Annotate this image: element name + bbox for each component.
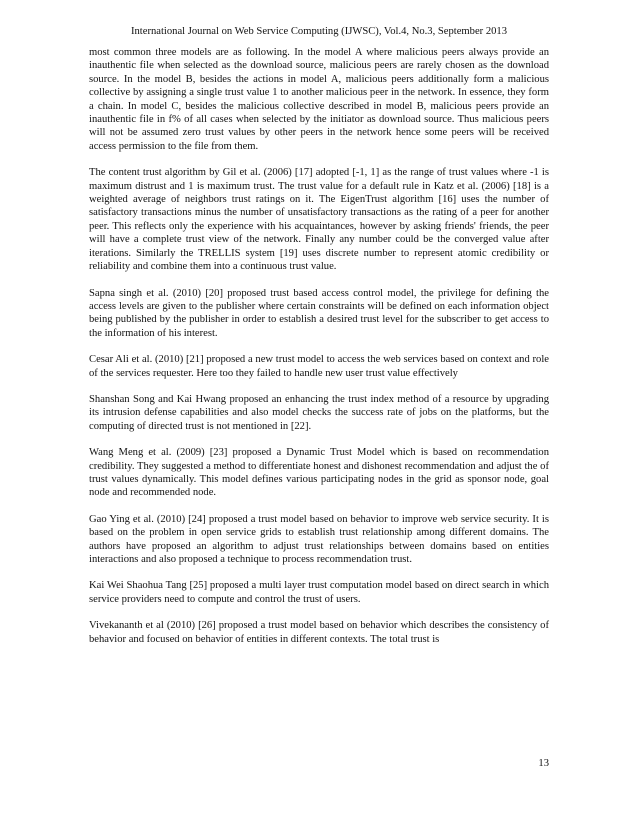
paragraph-malicious-peer-models: most common three models are as following. In the model A where malicious peers always provide an inauthentic file when selected as the download source, malicious peers are rarely chosen as the download source. In the model B, besides the actions in model A, malicious peers additionally form a malicious collective by assigning a single trust value 1 to another malicious peer in the network. In essence, they form a chain. In model C, besides the malicious collective described in model B, malicious peers provide an inauthentic file in f% of all cases when selected by the initiator as download source. Thus malicious peers will not be assumed zero trust values by other peers in the network hence some peers will be received access permission to the file from them. <box>89 47 549 152</box>
paragraph-sapna-singh: Sapna singh et al. (2010) [20] proposed trust based access control model, the privilege for defining the access levels are given to the publisher where certain constraints will be defined on each information object being published by the publisher in order to establish a desired trust level for the subscriber to get access to the information of his interest. <box>89 287 549 339</box>
paragraph-wang-meng: Wang Meng et al. (2009) [23] proposed a Dynamic Trust Model which is based on recommendation credibility. They suggested a method to differentiate honest and dishonest recommendation and adjust the of trust values dynamically. This model defines various participating nodes in the grid as sponsor node, goal node and recommended node. <box>89 447 549 499</box>
paragraph-gao-ying: Gao Ying et al. (2010) [24] proposed a trust model based on behavior to improve web service security. It is based on the problem in open service grids to establish trust relationship among different domains. The authors have proposed an algorithm to adjust trust relationships between domains based on entities interactions and also proposed a technique to process recommendation trust. <box>89 513 549 565</box>
running-header: International Journal on Web Service Computing (IJWSC), Vol.4, No.3, September 2013 <box>130 26 508 37</box>
page-number: 13 <box>538 758 549 769</box>
paragraph-cesar-ali: Cesar Ali et al. (2010) [21] proposed a new trust model to access the web services based on context and role of the services requester. Here too they failed to handle new user trust value effectively <box>89 354 549 379</box>
paragraph-kai-wei: Kai Wei Shaohua Tang [25] proposed a multi layer trust computation model based on direct search in which service providers need to compute and control the trust of users. <box>89 580 549 605</box>
paragraph-shanshan-song: Shanshan Song and Kai Hwang proposed an enhancing the trust index method of a resource by upgrading its intrusion defense capabilities and also model checks the success rate of jobs on the platforms, but the computing of directed trust is not mentioned in [22]. <box>89 393 549 432</box>
paragraph-content-trust-algorithm: The content trust algorithm by Gil et al. (2006) [17] adopted [-1, 1] as the range of trust values where -1 is maximum distrust and 1 is maximum trust. The trust value for a default rule in Katz et al. (2006) [18] is a weighted average of neighbors trust ratings on it. The EigenTrust algorithm [16] uses the number of satisfactory transactions minus the number of unsatisfactory transactions as the rating of a peer for another peer. This reflects only the experience with his acquaintances, however by asking friends' friends, the peer will have a complete trust view of the network. Finally any number could be the converged value after iterations. Similarly the TRELLIS system [19] uses discrete number to represent atomic credibility or reliability and combine them into a continuous trust value. <box>89 167 549 273</box>
body-text <box>89 46 549 659</box>
paragraph-vivekananth: Vivekananth et al (2010) [26] proposed a trust model based on behavior which describes the consistency of behavior and focused on behavior of entities in different contexts. The total trust is <box>89 620 549 645</box>
